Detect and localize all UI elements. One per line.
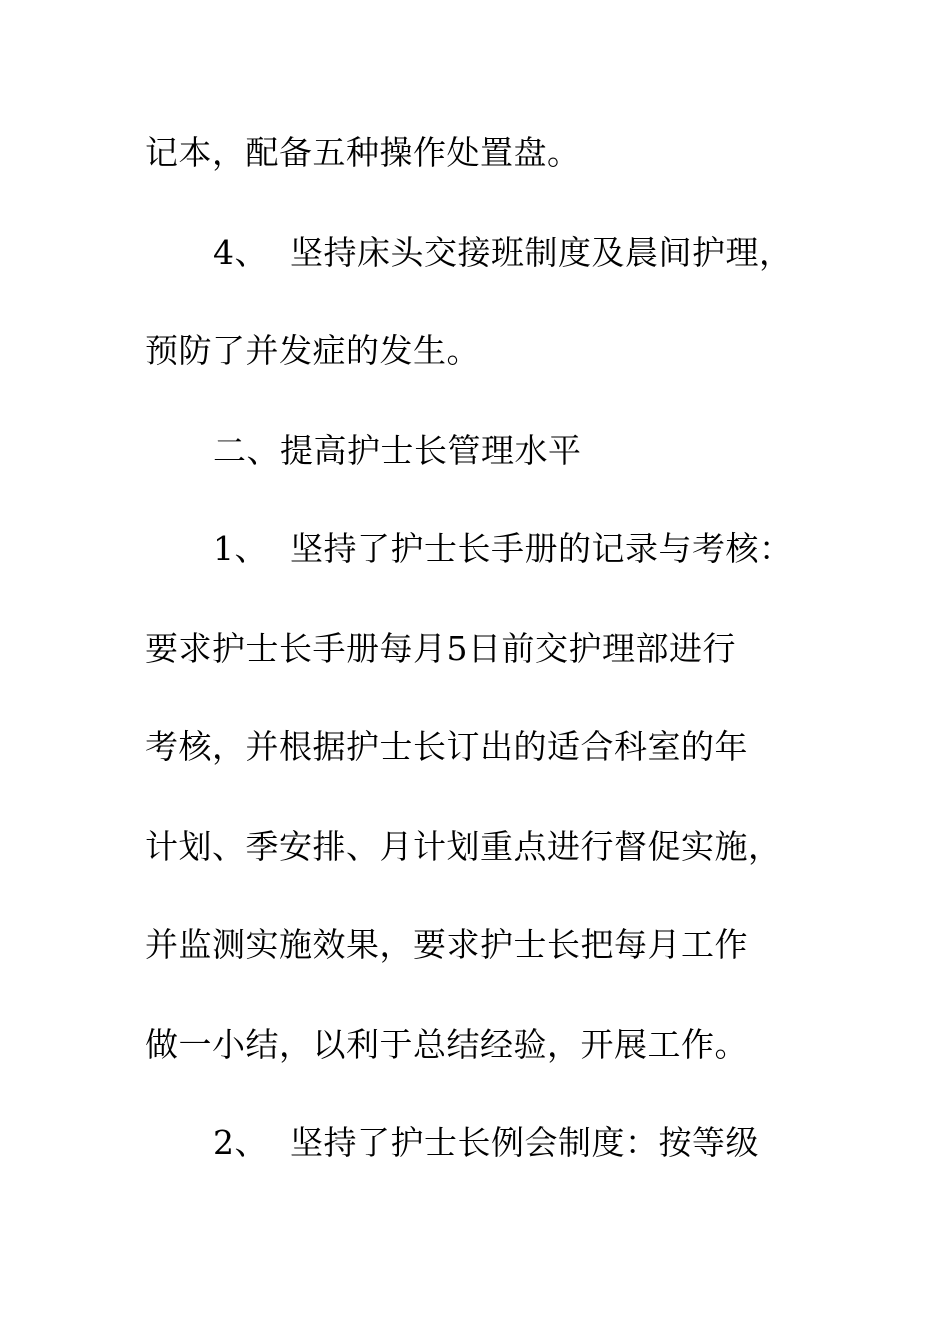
text-line-10: 做一小结，以利于总结经验，开展工作。 [145,1025,748,1064]
text-line-11: 2、 坚持了护士长例会制度：按等级 [213,1123,759,1162]
text-line-6: 要求护士长手册每月5日前交护理部进行 [145,629,736,668]
text-line-8: 计划、季安排、月计划重点进行督促实施， [145,827,782,866]
text-line-9: 并监测实施效果，要求护士长把每月工作 [145,925,748,964]
text-line-2: 4、 坚持床头交接班制度及晨间护理， [213,233,793,272]
text-line-3: 预防了并发症的发生。 [145,331,480,370]
section-heading: 二、提高护士长管理水平 [213,431,582,470]
text-line-7: 考核，并根据护士长订出的适合科室的年 [145,727,748,766]
text-line-1: 记本，配备五种操作处置盘。 [145,133,581,172]
text-line-5: 1、 坚持了护士长手册的记录与考核： [213,529,793,568]
